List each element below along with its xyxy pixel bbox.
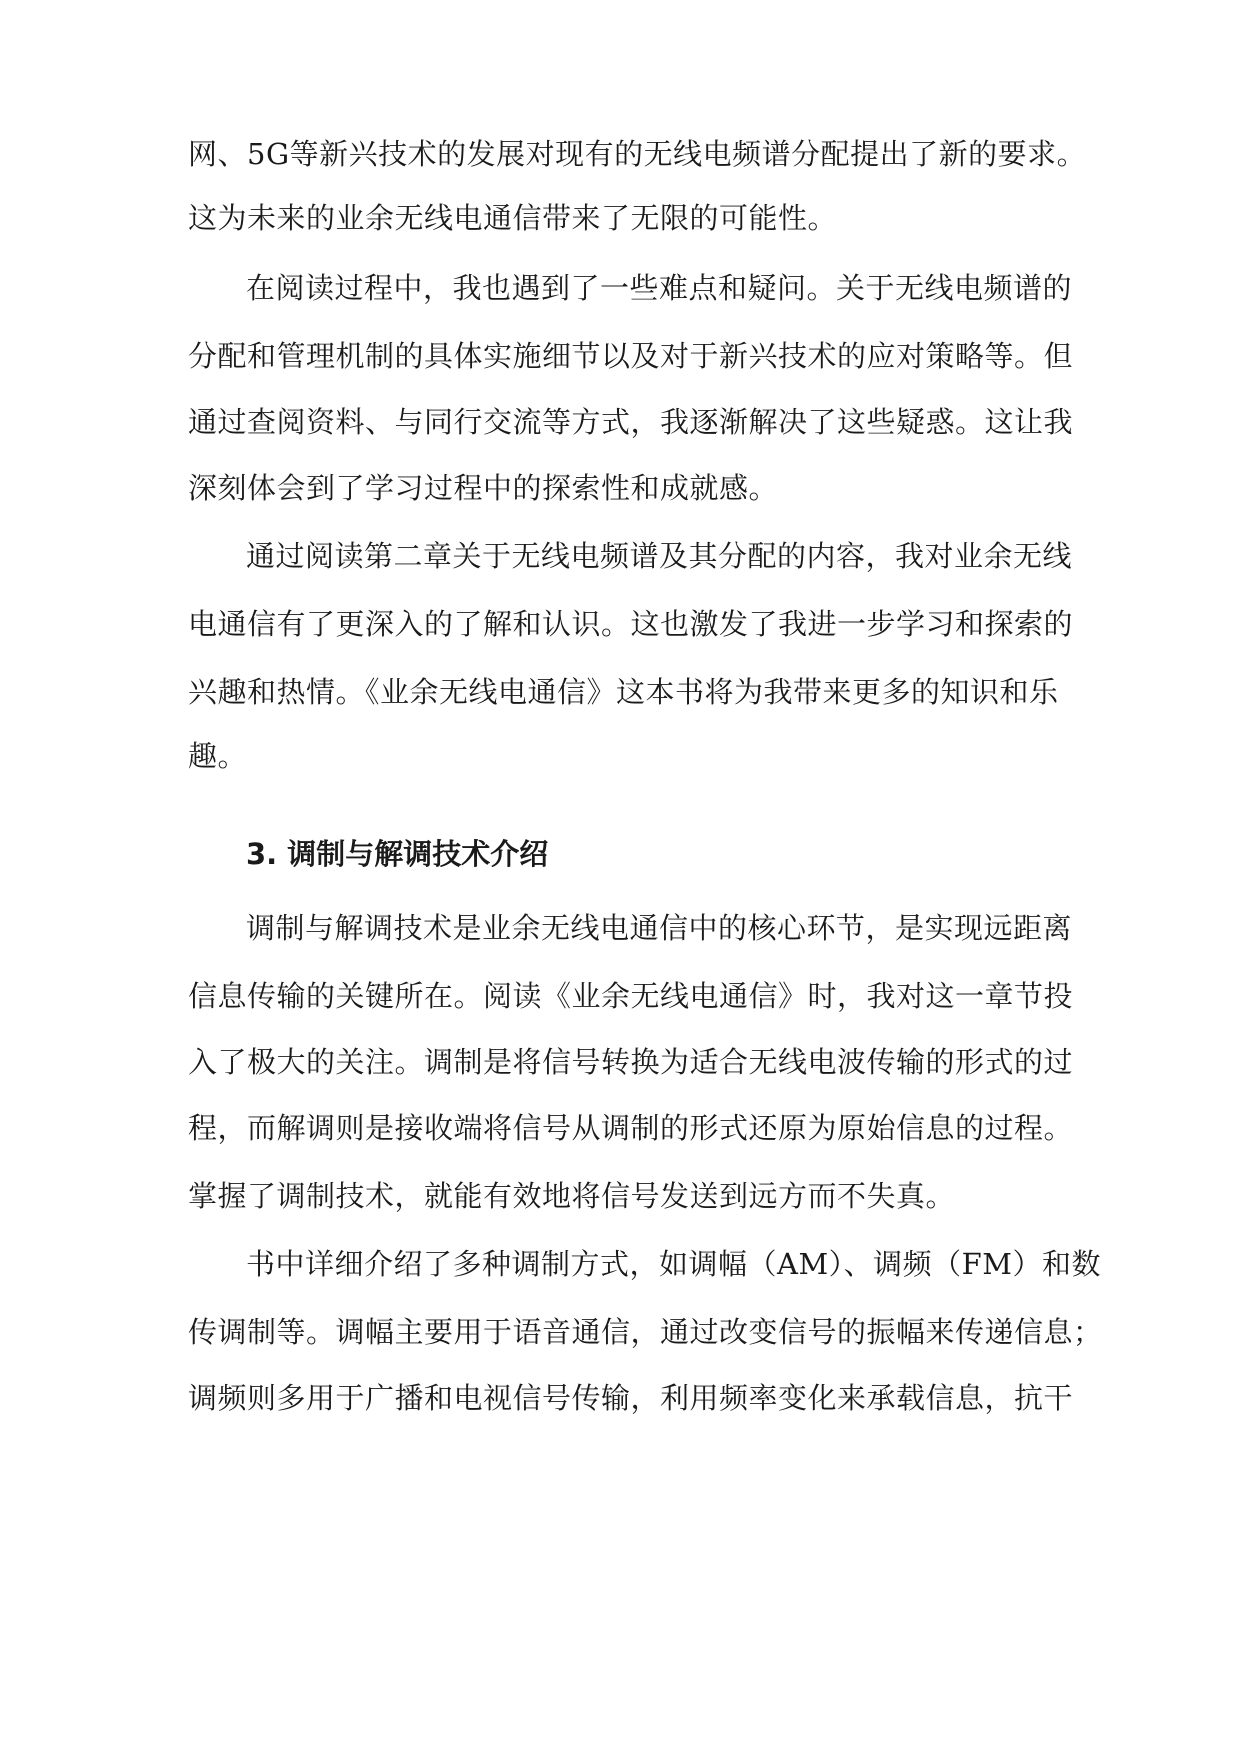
paragraph-2-line-3: 通过查阅资料、与同行交流等方式，我逐渐解决了这些疑惑。这让我 bbox=[188, 405, 1074, 439]
paragraph-4-line-4: 程，而解调则是接收端将信号从调制的形式还原为原始信息的过程。 bbox=[188, 1111, 1074, 1145]
paragraph-4-line-2: 信息传输的关键所在。阅读《业余无线电通信》时，我对这一章节投 bbox=[188, 979, 1074, 1013]
paragraph-1-line-1: 网、5G等新兴技术的发展对现有的无线电频谱分配提出了新的要求。 bbox=[188, 137, 1087, 171]
paragraph-2-line-4: 深刻体会到了学习过程中的探索性和成就感。 bbox=[188, 471, 779, 505]
paragraph-4-line-3: 入了极大的关注。调制是将信号转换为适合无线电波传输的形式的过 bbox=[188, 1045, 1074, 1079]
paragraph-4-line-1: 调制与解调技术是业余无线电通信中的核心环节，是实现远距离 bbox=[246, 911, 1073, 945]
paragraph-5-line-1: 书中详细介绍了多种调制方式，如调幅（AM）、调频（FM）和数 bbox=[246, 1247, 1101, 1281]
paragraph-3-line-2: 电通信有了更深入的了解和认识。这也激发了我进一步学习和探索的 bbox=[188, 607, 1074, 641]
paragraph-3-line-1: 通过阅读第二章关于无线电频谱及其分配的内容，我对业余无线 bbox=[246, 539, 1073, 573]
paragraph-5-line-3: 调频则多用于广播和电视信号传输，利用频率变化来承载信息，抗干 bbox=[188, 1381, 1074, 1415]
paragraph-2-line-1: 在阅读过程中，我也遇到了一些难点和疑问。关于无线电频谱的 bbox=[246, 271, 1073, 305]
paragraph-3-line-3: 兴趣和热情。《业余无线电通信》这本书将为我带来更多的知识和乐 bbox=[188, 675, 1059, 709]
paragraph-1-line-2: 这为未来的业余无线电通信带来了无限的可能性。 bbox=[188, 201, 838, 235]
paragraph-5-line-2: 传调制等。调幅主要用于语音通信，通过改变信号的振幅来传递信息； bbox=[188, 1315, 1103, 1349]
section-heading: 3. 调制与解调技术介绍 bbox=[246, 837, 549, 871]
paragraph-2-line-2: 分配和管理机制的具体实施细节以及对于新兴技术的应对策略等。但 bbox=[188, 339, 1074, 373]
paragraph-3-line-4: 趣。 bbox=[188, 739, 248, 773]
paragraph-4-line-5: 掌握了调制技术，就能有效地将信号发送到远方而不失真。 bbox=[188, 1179, 956, 1213]
